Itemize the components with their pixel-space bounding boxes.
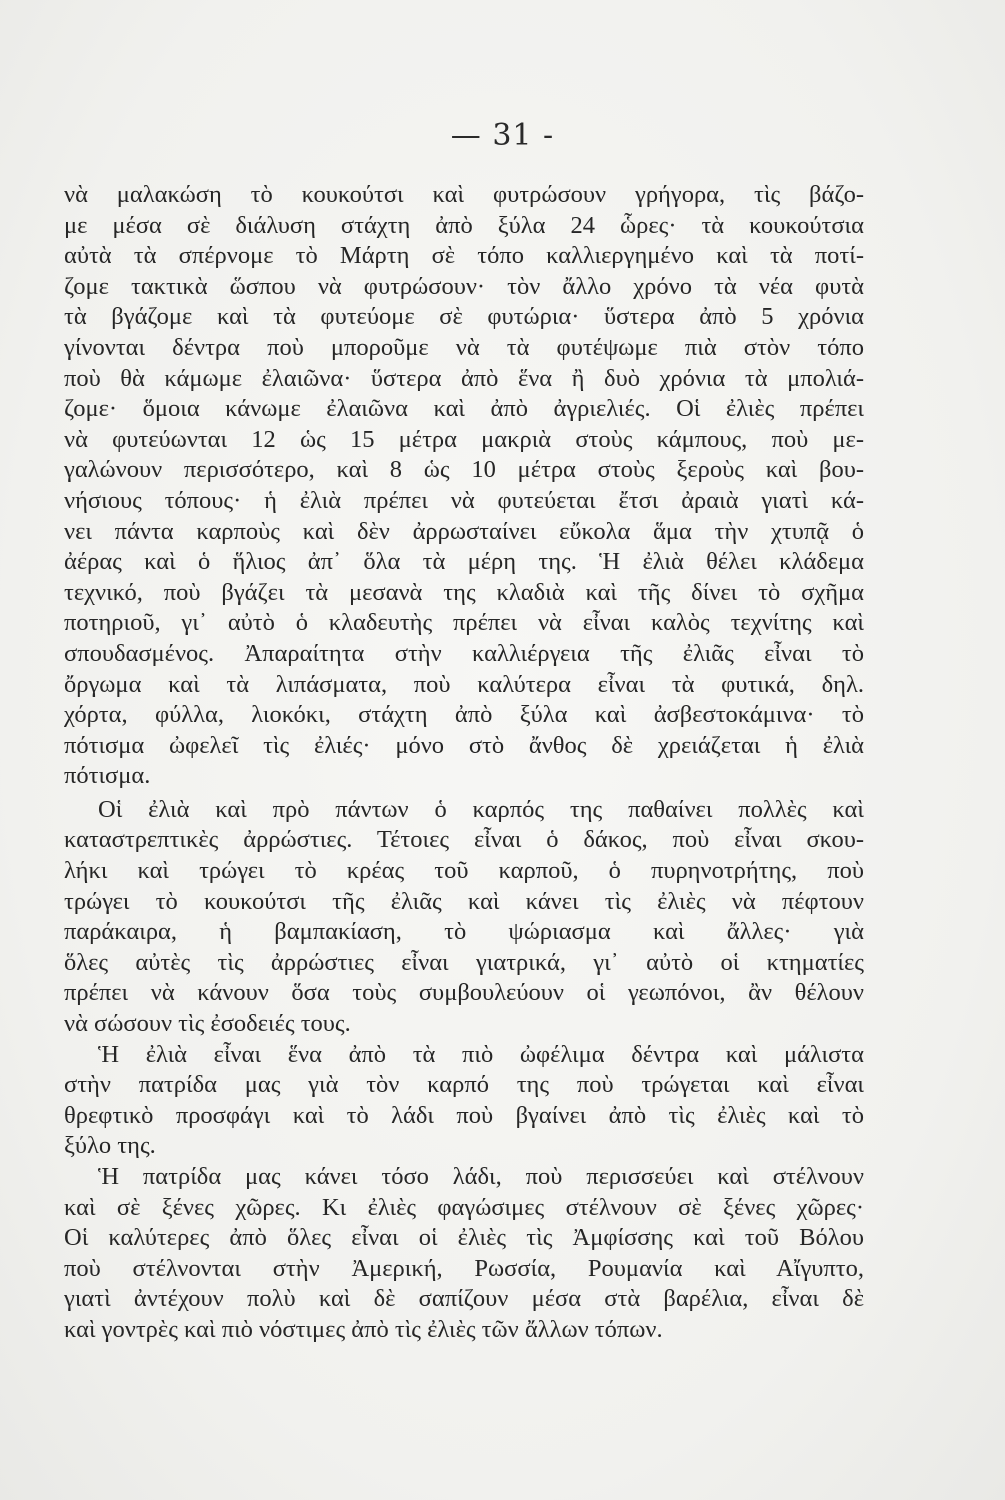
- text-line: τὰ βγάζομε καὶ τὰ φυτεύομε σὲ φυτώρια· ὕστερα ἀπὸ 5 χρόνια: [64, 303, 864, 331]
- text-line: νὰ σώσουν τὶς ἐσοδειές τους.: [64, 1010, 351, 1038]
- text-line: στὴν πατρίδα μας γιὰ τὸν καρπό της ποὺ τρώγεται καὶ εἶναι: [64, 1071, 864, 1099]
- text-line: σπουδασμένος. Ἀπαραίτητα στὴν καλλιέργεια τῆς ἐλιᾶς εἶναι τὸ: [64, 639, 864, 667]
- text-line: χόρτα, φύλλα, λιοκόκι, στάχτη ἀπὸ ξύλα καὶ ἀσβεστοκάμινα· τὸ: [64, 701, 864, 729]
- text-line: καταστρεπτικὲς ἀρρώστιες. Τέτοιες εἶναι ὁ δάκος, ποὺ εἶναι σκου-: [64, 826, 864, 854]
- text-line: λήκι καὶ τρώγει τὸ κρέας τοῦ καρποῦ, ὁ πυρηνοτρήτης, ποὺ: [64, 857, 864, 885]
- text-line: ὅλες αὐτὲς τὶς ἀρρώστιες εἶναι γιατρικά, γι᾿ αὐτὸ οἱ κτηματίες: [64, 948, 864, 976]
- text-line: Οἱ ἐλιὰ καὶ πρὸ πάντων ὁ καρπός της παθαίνει πολλὲς καὶ: [98, 795, 864, 823]
- text-line: ποὺ στέλνονται στὴν Ἀμερική, Ρωσσία, Ρουμανία καὶ Αἴγυπτο,: [64, 1254, 864, 1282]
- text-line: θρεφτικὸ προσφάγι καὶ τὸ λάδι ποὺ βγαίνει ἀπὸ τὶς ἐλιὲς καὶ τὸ: [64, 1101, 864, 1129]
- page-number: — 31 -: [450, 118, 555, 153]
- text-line: γαλώνουν περισσότερο, καὶ 8 ὡς 10 μέτρα στοὺς ξεροὺς καὶ βου-: [64, 456, 864, 484]
- text-line: πότισμα.: [64, 762, 151, 790]
- paragraph: [64, 795, 864, 1040]
- text-line: παράκαιρα, ἡ βαμπακίαση, τὸ ψώριασμα καὶ ἄλλες· γιὰ: [64, 918, 864, 946]
- paragraph: [64, 180, 864, 792]
- text-line: ξύλο της.: [64, 1132, 156, 1160]
- text-line: ποὺ θὰ κάμωμε ἐλαιῶνα· ὕστερα ἀπὸ ἕνα ἢ δυὸ χρόνια τὰ μπολιά-: [64, 364, 864, 392]
- text-line: γιατὶ ἀντέχουν πολὺ καὶ δὲ σαπίζουν μέσα στὰ βαρέλια, εἶναι δὲ: [64, 1285, 864, 1313]
- paragraph: [64, 1040, 864, 1162]
- text-line: Ἡ πατρίδα μας κάνει τόσο λάδι, ποὺ περισσεύει καὶ στέλνουν: [98, 1163, 864, 1190]
- text-line: νὰ φυτεύωνται 12 ὡς 15 μέτρα μακριὰ στοὺς κάμπους, ποὺ με-: [64, 425, 864, 453]
- body-text: [64, 180, 864, 1346]
- text-line: ποτηριοῦ, γι᾿ αὐτὸ ὁ κλαδευτὴς πρέπει νὰ εἶναι καλὸς τεχνίτης καὶ: [64, 609, 864, 637]
- text-line: γίνονται δέντρα ποὺ μποροῦμε νὰ τὰ φυτέψωμε πιὰ στὸν τόπο: [64, 333, 864, 361]
- text-line: νει πάντα καρποὺς καὶ δὲν ἀρρωσταίνει εὔκολα ἅμα τὴν χτυπᾷ ὁ: [64, 517, 864, 545]
- text-line: πρέπει νὰ κάνουν ὅσα τοὺς συμβουλεύουν οἱ γεωπόνοι, ἂν θέλουν: [64, 979, 864, 1007]
- text-line: Ἡ ἐλιὰ εἶναι ἕνα ἀπὸ τὰ πιὸ ὠφέλιμα δέντρα καὶ μάλιστα: [98, 1040, 864, 1068]
- text-line: ὄργωμα καὶ τὰ λιπάσματα, ποὺ καλύτερα εἶναι τὰ φυτικά, δηλ.: [64, 670, 864, 698]
- paragraph: [64, 1162, 864, 1346]
- text-line: τεχνικό, ποὺ βγάζει τὰ μεσανὰ της κλαδιὰ καὶ τῆς δίνει τὸ σχῆμα: [64, 578, 864, 606]
- text-line: τρώγει τὸ κουκούτσι τῆς ἐλιᾶς καὶ κάνει τὶς ἐλιὲς νὰ πέφτουν: [64, 887, 864, 915]
- text-line: Οἱ καλύτερες ἀπὸ ὅλες εἶναι οἱ ἐλιὲς τὶς Ἀμφίσσης καὶ τοῦ Βόλου: [64, 1224, 864, 1252]
- text-line: ζομε· ὅμοια κάνωμε ἐλαιῶνα καὶ ἀπὸ ἀγριελιές. Οἱ ἐλιὲς πρέπει: [64, 395, 864, 423]
- text-line: ζομε τακτικὰ ὥσπου νὰ φυτρώσουν· τὸν ἄλλο χρόνο τὰ νέα φυτὰ: [64, 272, 864, 300]
- text-line: νήσιους τόπους· ἡ ἐλιὰ πρέπει νὰ φυτεύεται ἔτσι ἀραιὰ γιατὶ κά-: [64, 486, 864, 514]
- text-line: πότισμα ὠφελεῖ τὶς ἐλιές· μόνο στὸ ἄνθος δὲ χρειάζεται ἡ ἐλιὰ: [64, 731, 864, 759]
- text-line: καὶ γοντρὲς καὶ πιὸ νόστιμες ἀπὸ τὶς ἐλιὲς τῶν ἄλλων τόπων.: [64, 1315, 663, 1343]
- text-line: ἀέρας καὶ ὁ ἥλιος ἀπ᾿ ὅλα τὰ μέρη της. Ἡ ἐλιὰ θέλει κλάδεμα: [64, 548, 864, 576]
- text-line: καὶ σὲ ξένες χῶρες. Κι ἐλιὲς φαγώσιμες στέλνουν σὲ ξένες χῶρες·: [64, 1193, 864, 1221]
- text-line: με μέσα σὲ διάλυση στάχτη ἀπὸ ξύλα 24 ὧρες· τὰ κουκούτσια: [64, 211, 864, 239]
- text-line: αὐτὰ τὰ σπέρνομε τὸ Μάρτη σὲ τόπο καλλιεργημένο καὶ τὰ ποτί-: [64, 242, 864, 270]
- text-line: νὰ μαλακώση τὸ κουκούτσι καὶ φυτρώσουν γρήγορα, τὶς βάζο-: [64, 181, 864, 208]
